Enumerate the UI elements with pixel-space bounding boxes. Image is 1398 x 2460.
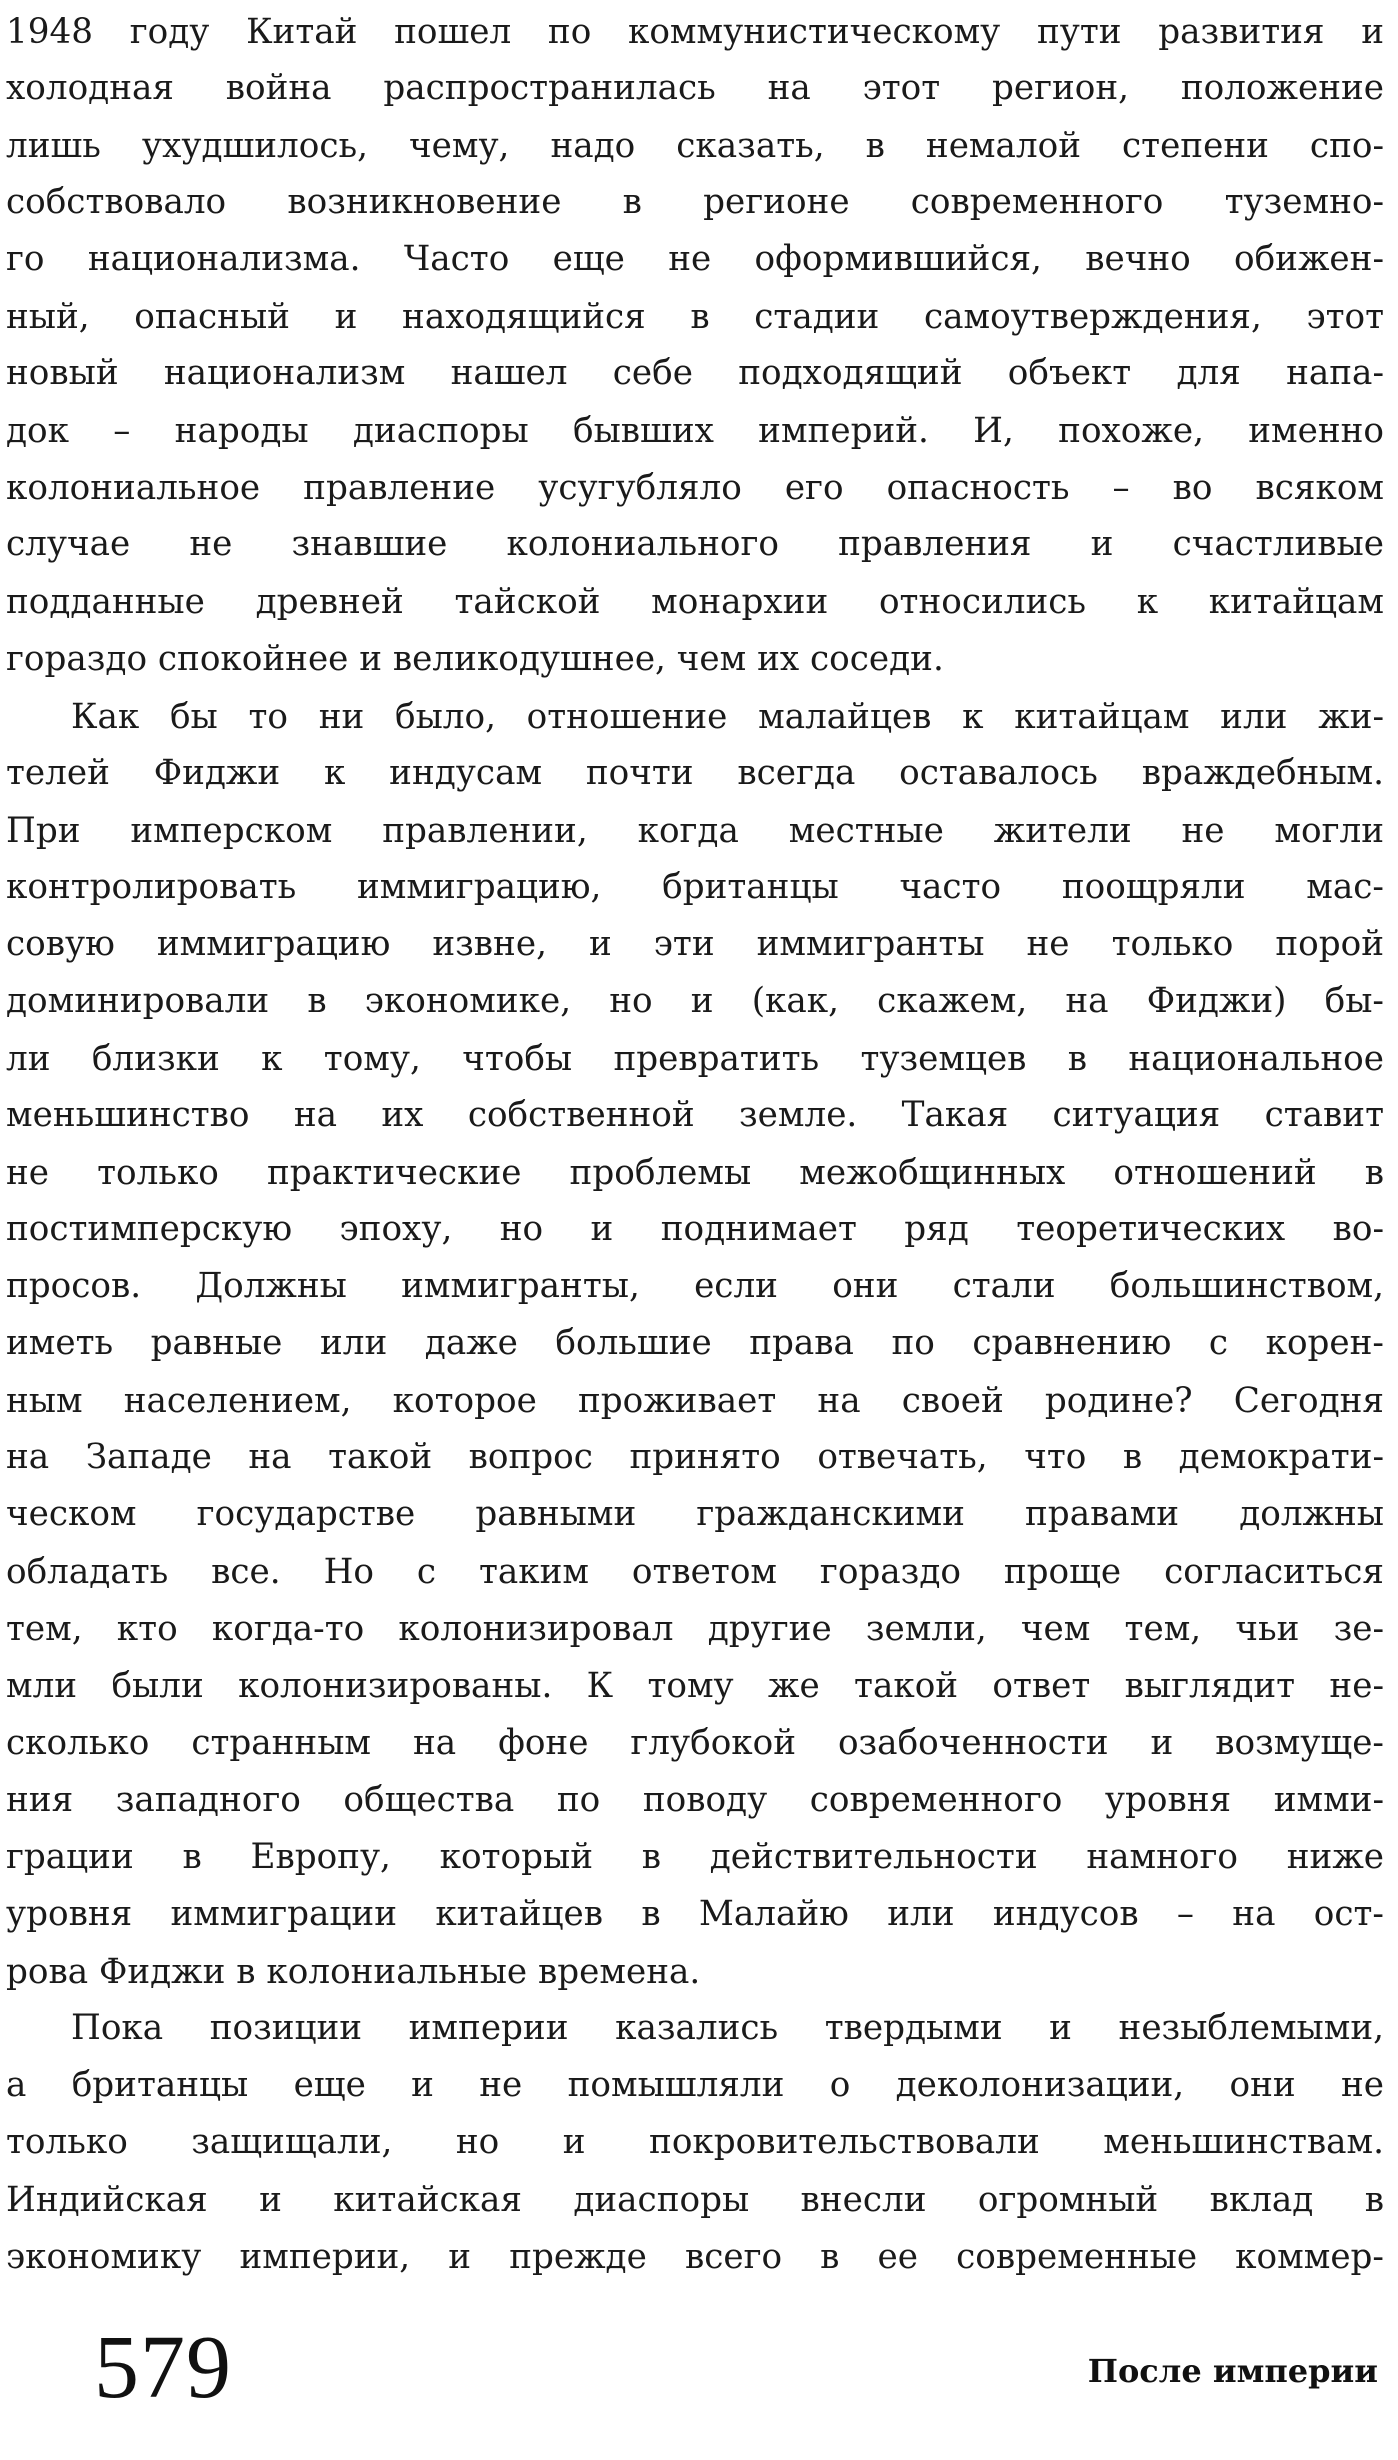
text-line: контролировать иммиграцию, британцы часто поощряли мас-: [6, 867, 1384, 907]
text-line: доминировали в экономике, но и (как, скажем, на Фиджи) бы-: [6, 981, 1384, 1021]
page-number: 579: [94, 2318, 232, 2417]
text-line: а британцы еще и не помышляли о деколонизации, они не: [6, 2065, 1384, 2105]
text-line: Как бы то ни было, отношение малайцев к китайцам или жи-: [71, 697, 1384, 737]
text-line: ния западного общества по поводу современного уровня имми-: [6, 1780, 1384, 1820]
text-line: просов. Должны иммигранты, если они стали большинством,: [6, 1266, 1384, 1306]
text-line: постимперскую эпоху, но и поднимает ряд теоретических во-: [6, 1209, 1384, 1249]
text-line: ным населением, которое проживает на своей родине? Сегодня: [6, 1381, 1384, 1421]
text-line: го национализма. Часто еще не оформившийся, вечно обижен-: [6, 239, 1384, 279]
text-line: собствовало возникновение в регионе современного туземно-: [6, 182, 1384, 222]
text-line: экономику империи, и прежде всего в ее современные коммер-: [6, 2237, 1384, 2277]
text-line: рова Фиджи в колониальные времена.: [6, 1952, 701, 1992]
text-line: холодная война распространилась на этот регион, положение: [6, 68, 1384, 108]
text-line: 1948 году Китай пошел по коммунистическому пути развития и: [6, 12, 1384, 52]
running-title: После империи: [1087, 2352, 1378, 2390]
text-line: ный, опасный и находящийся в стадии самоутверждения, этот: [6, 297, 1384, 337]
text-line: новый национализм нашел себе подходящий объект для напа-: [6, 353, 1384, 393]
text-line: случае не знавшие колониального правления и счастливые: [6, 524, 1384, 564]
text-line: грации в Европу, который в действительности намного ниже: [6, 1837, 1384, 1877]
text-line: гораздо спокойнее и великодушнее, чем их соседи.: [6, 639, 944, 679]
book-page: [6, 0, 1386, 2460]
text-line: тем, кто когда-то колонизировал другие земли, чем тем, чьи зе-: [6, 1609, 1384, 1649]
text-line: не только практические проблемы межобщинных отношений в: [6, 1153, 1384, 1193]
text-line: мли были колонизированы. К тому же такой ответ выглядит не-: [6, 1666, 1384, 1706]
text-line: док – народы диаспоры бывших империй. И, похоже, именно: [6, 411, 1384, 451]
text-line: колониальное правление усугубляло его опасность – во всяком: [6, 468, 1384, 508]
text-line: иметь равные или даже большие права по сравнению с корен-: [6, 1323, 1384, 1363]
text-line: уровня иммиграции китайцев в Малайю или индусов – на ост-: [6, 1894, 1384, 1934]
text-line: сколько странным на фоне глубокой озабоченности и возмуще-: [6, 1723, 1384, 1763]
text-line: только защищали, но и покровительствовали меньшинствам.: [6, 2122, 1384, 2162]
text-line: Пока позиции империи казались твердыми и незыблемыми,: [71, 2008, 1384, 2048]
text-line: Индийская и китайская диаспоры внесли огромный вклад в: [6, 2180, 1384, 2220]
text-line: подданные древней тайской монархии относились к китайцам: [6, 582, 1384, 622]
text-line: на Западе на такой вопрос принято отвечать, что в демократи-: [6, 1437, 1384, 1477]
text-line: При имперском правлении, когда местные жители не могли: [6, 811, 1384, 851]
text-line: ли близки к тому, чтобы превратить туземцев в национальное: [6, 1039, 1384, 1079]
text-line: лишь ухудшилось, чему, надо сказать, в немалой степени спо-: [6, 126, 1384, 166]
text-line: телей Фиджи к индусам почти всегда оставалось враждебным.: [6, 753, 1384, 793]
text-line: совую иммиграцию извне, и эти иммигранты не только порой: [6, 924, 1384, 964]
text-line: обладать все. Но с таким ответом гораздо проще согласиться: [6, 1552, 1384, 1592]
text-line: ческом государстве равными гражданскими правами должны: [6, 1494, 1384, 1534]
text-line: меньшинство на их собственной земле. Такая ситуация ставит: [6, 1095, 1384, 1135]
